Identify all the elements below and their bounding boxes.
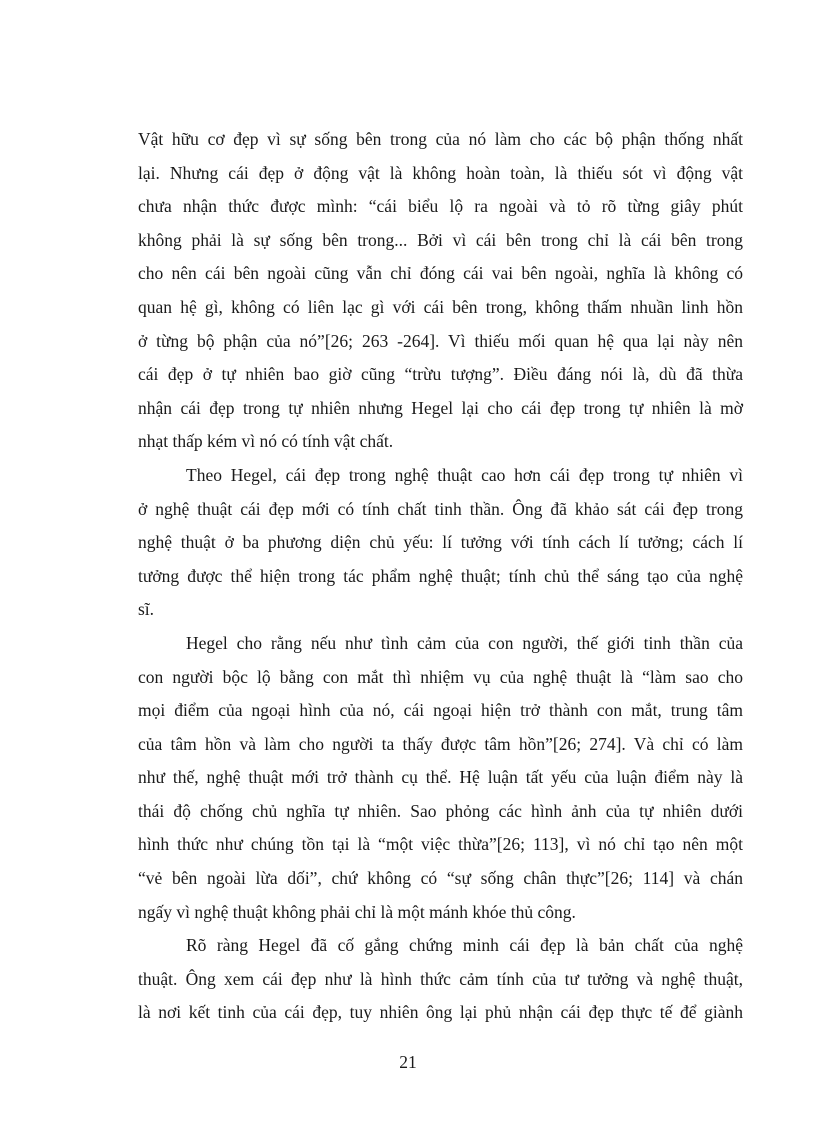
paragraph bbox=[138, 627, 743, 929]
text-line: ở nghệ thuật cái đẹp mới có tính chất tinh thần. Ông đã khảo sát cái đẹp trong bbox=[138, 498, 743, 519]
page-number: 21 bbox=[399, 1052, 417, 1072]
text-line: cái đẹp ở tự nhiên bao giờ cũng “trừu tượng”. Điều đáng nói là, dù đã thừa bbox=[138, 364, 743, 385]
text-line: chưa nhận thức được mình: “cái biểu lộ ra ngoài và tỏ rõ từng giây phút bbox=[138, 196, 743, 217]
text-line: ở từng bộ phận của nó”[26; 263 -264]. Vì thiếu mối quan hệ qua lại này nên bbox=[138, 330, 743, 351]
text-line: sĩ. bbox=[138, 599, 155, 620]
document-body bbox=[138, 123, 743, 1030]
text-line: “vẻ bên ngoài lừa dối”, chứ không có “sự sống chân thực”[26; 114] và chán bbox=[138, 868, 743, 889]
text-line: của tâm hồn và làm cho người ta thấy được tâm hồn”[26; 274]. Và chỉ có làm bbox=[138, 733, 743, 754]
text-line: thái độ chống chủ nghĩa tự nhiên. Sao phỏng các hình ảnh của tự nhiên dưới bbox=[138, 800, 743, 821]
text-line: là nơi kết tinh của cái đẹp, tuy nhiên ông lại phủ nhận cái đẹp thực tế để giành bbox=[138, 1002, 743, 1023]
text-line: quan hệ gì, không có liên lạc gì với cái bên trong, không thấm nhuần linh hồn bbox=[138, 296, 743, 317]
text-line: Hegel cho rằng nếu như tình cảm của con người, thế giới tinh thần của bbox=[186, 632, 743, 653]
paragraph bbox=[138, 123, 743, 459]
text-line: như thế, nghệ thuật mới trở thành cụ thể. Hệ luận tất yếu của luận điểm này là bbox=[138, 767, 743, 788]
text-line: Theo Hegel, cái đẹp trong nghệ thuật cao hơn cái đẹp trong tự nhiên vì bbox=[186, 464, 743, 485]
text-line: tưởng được thể hiện trong tác phẩm nghệ thuật; tính chủ thể sáng tạo của nghệ bbox=[138, 565, 743, 586]
text-line: nghệ thuật ở ba phương diện chủ yếu: lí tưởng với tính cách lí tưởng; cách lí bbox=[138, 532, 743, 553]
text-line: lại. Nhưng cái đẹp ở động vật là không hoàn toàn, là thiếu sót vì động vật bbox=[138, 162, 743, 183]
text-line: hình thức như chúng tồn tại là “một việc thừa”[26; 113], vì nó chỉ tạo nên một bbox=[138, 834, 743, 855]
text-line: ngấy vì nghệ thuật không phải chỉ là một mánh khóe thủ công. bbox=[138, 901, 576, 922]
text-line: Vật hữu cơ đẹp vì sự sống bên trong của nó làm cho các bộ phận thống nhất bbox=[138, 129, 743, 149]
text-line: Rõ ràng Hegel đã cố gắng chứng minh cái đẹp là bản chất của nghệ bbox=[186, 935, 743, 956]
text-line: thuật. Ông xem cái đẹp như là hình thức cảm tính của tư tưởng và nghệ thuật, bbox=[138, 968, 743, 989]
text-line: không phải là sự sống bên trong... Bởi vì cái bên trong chỉ là cái bên trong bbox=[138, 229, 743, 250]
paragraph bbox=[138, 459, 743, 627]
text-line: nhạt thấp kém vì nó có tính vật chất. bbox=[138, 431, 394, 452]
text-line: con người bộc lộ bằng con mắt thì nhiệm vụ của nghệ thuật là “làm sao cho bbox=[138, 666, 743, 687]
text-line: cho nên cái bên ngoài cũng vẫn chỉ đóng cái vai bên ngoài, nghĩa là không có bbox=[138, 263, 743, 284]
paragraph bbox=[138, 929, 743, 1030]
text-line: nhận cái đẹp trong tự nhiên nhưng Hegel lại cho cái đẹp trong tự nhiên là mờ bbox=[138, 397, 743, 418]
text-line: mọi điểm của ngoại hình của nó, cái ngoại hiện trở thành con mắt, trung tâm bbox=[138, 700, 743, 721]
